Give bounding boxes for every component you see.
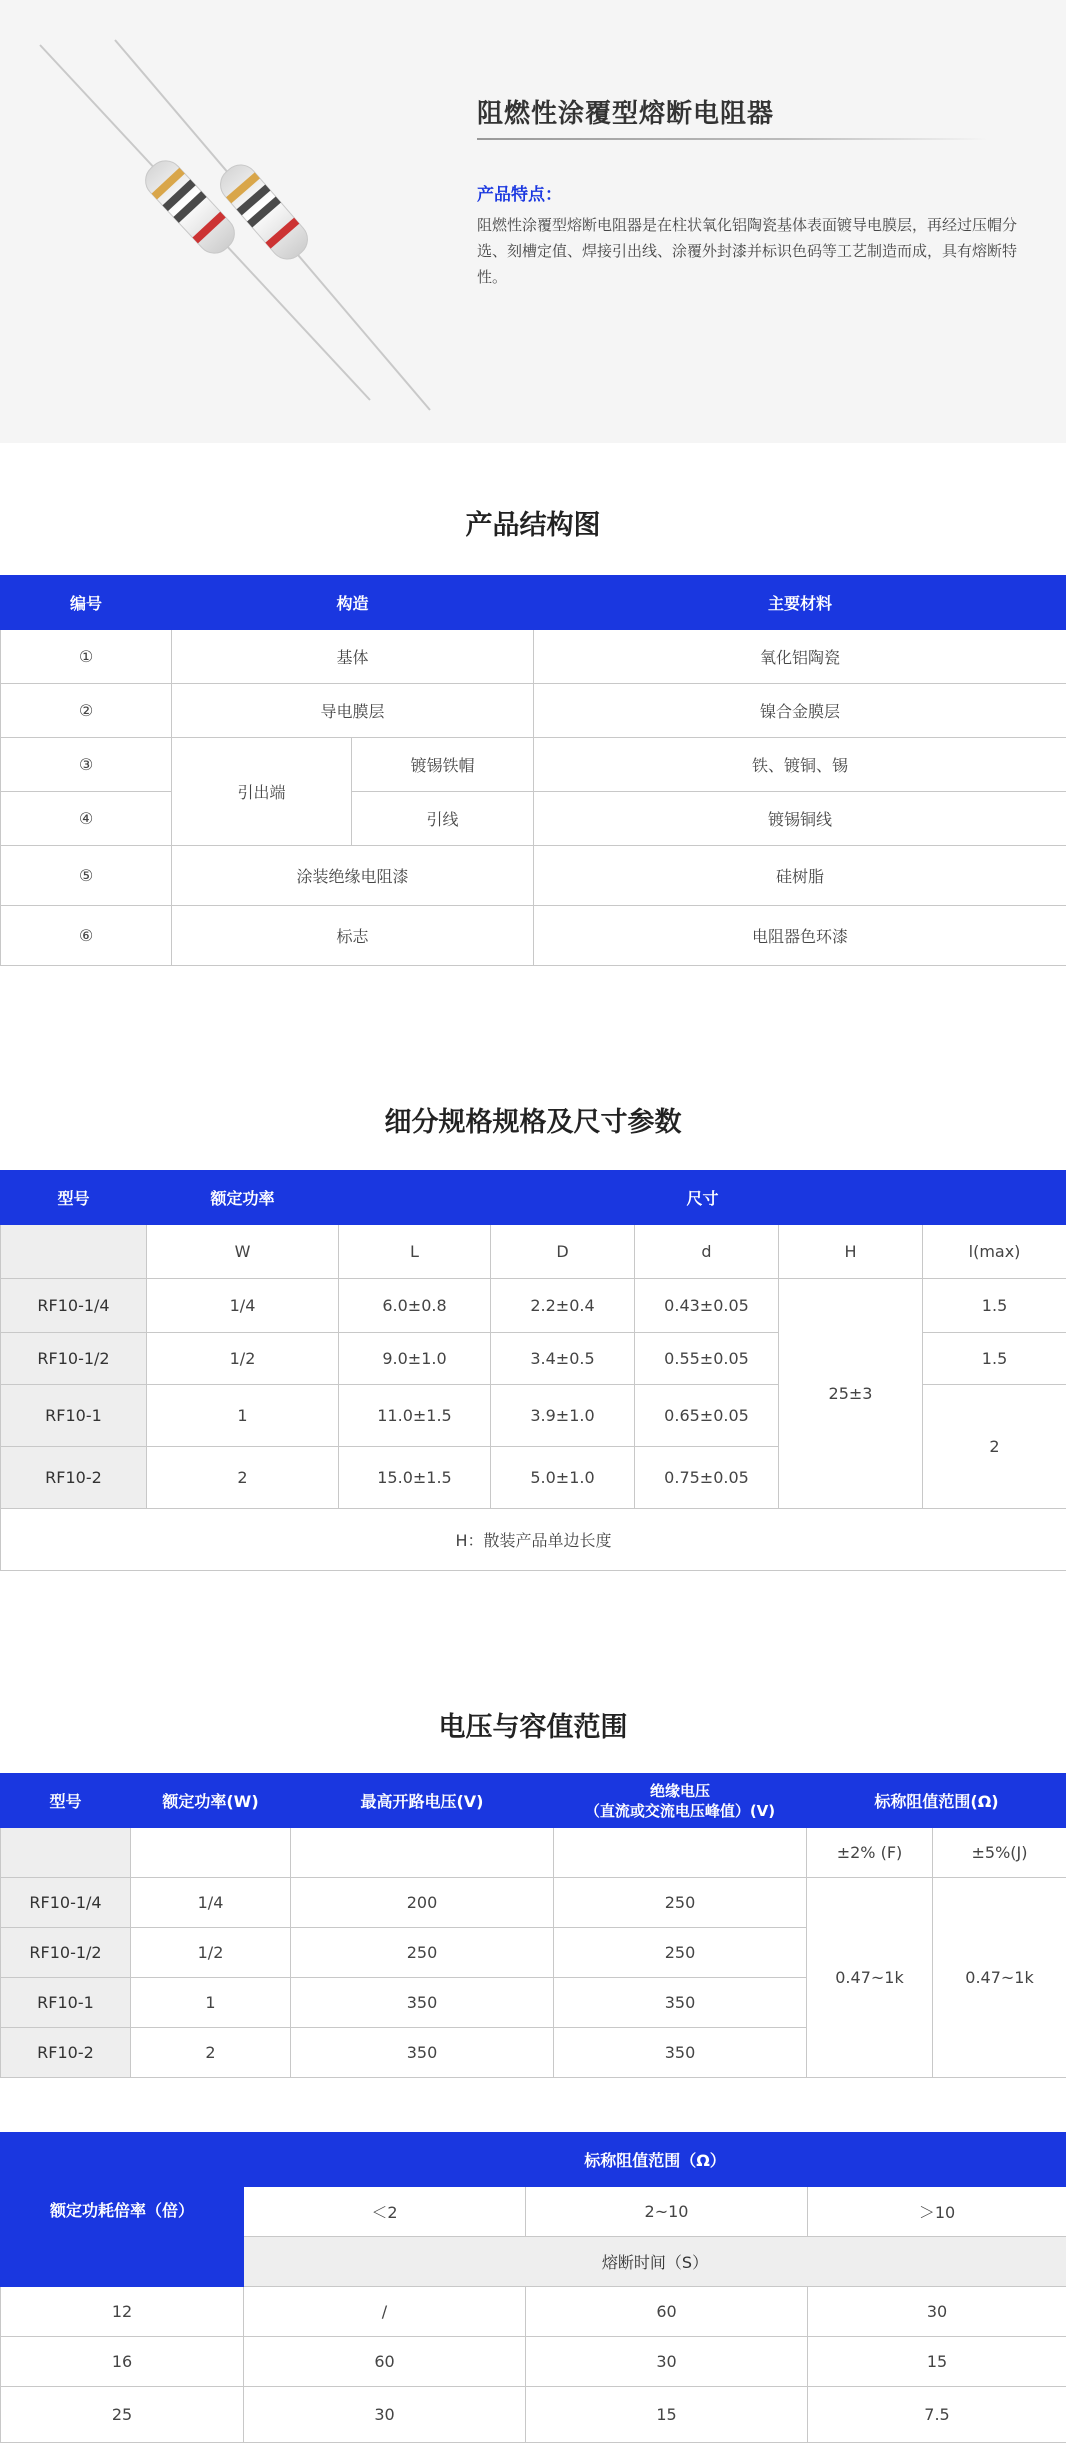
row-subpart: 镀锡铁帽 <box>352 738 534 792</box>
lmax-cell: 1.5 <box>923 1333 1066 1385</box>
subheader-tolerance-j: ±5%(J) <box>933 1828 1066 1878</box>
row-part: 基体 <box>172 630 534 684</box>
subheader-W: W <box>147 1225 339 1279</box>
insulation-voltage-line1: 绝缘电压 <box>649 1781 710 1800</box>
row-number: ⑤ <box>1 846 172 906</box>
lmax-cell: 2 <box>923 1385 1066 1509</box>
row-group: 引出端 <box>172 738 352 846</box>
product-title: 阻燃性涂覆型熔断电阻器 <box>477 99 775 129</box>
table-row <box>1 792 1066 846</box>
row-material: 铁、镀铜、锡 <box>534 738 1066 792</box>
D-cell: 2.2±0.4 <box>491 1279 635 1333</box>
row-number: ② <box>1 684 172 738</box>
fuse-time-table <box>0 2132 1066 2443</box>
col-header-max-voltage: 最高开路电压(V) <box>291 1774 554 1828</box>
table-row <box>1 1279 1066 1333</box>
insulation-voltage-cell: 350 <box>554 2028 807 2078</box>
max-voltage-cell: 350 <box>291 2028 554 2078</box>
col-header-structure: 构造 <box>172 576 534 630</box>
title-divider <box>477 138 987 140</box>
feature-label: 产品特点： <box>477 185 562 205</box>
resistor-product-image <box>0 0 470 443</box>
row-subpart: 引线 <box>352 792 534 846</box>
insulation-voltage-cell: 350 <box>554 1978 807 2028</box>
insulation-voltage-cell: 250 <box>554 1878 807 1928</box>
col-header-material: 主要材料 <box>534 576 1066 630</box>
table-note: H：散装产品单边长度 <box>1 1509 1066 1571</box>
time-cell: 30 <box>244 2387 526 2443</box>
table-row <box>1 1878 1066 1928</box>
row-number: ① <box>1 630 172 684</box>
D-cell: 3.9±1.0 <box>491 1385 635 1447</box>
row-material: 镍合金膜层 <box>534 684 1066 738</box>
subheader-D: D <box>491 1225 635 1279</box>
col-header-number: 编号 <box>1 576 172 630</box>
row-part: 导电膜层 <box>172 684 534 738</box>
col-header-insulation-voltage <box>554 1774 807 1828</box>
col-header-resistance-range: 标称阻值范围（Ω） <box>244 2133 1066 2187</box>
ratio-cell: 16 <box>1 2337 244 2387</box>
col-header-model: 型号 <box>1 1774 131 1828</box>
subheader-d: d <box>635 1225 779 1279</box>
col-header-power: 额定功率(W) <box>131 1774 291 1828</box>
spec-title: 细分规格规格及尺寸参数 <box>384 1107 682 1138</box>
ratio-cell: 12 <box>1 2287 244 2337</box>
time-cell: 60 <box>244 2337 526 2387</box>
table-row <box>1 2387 1066 2443</box>
range-lt2: ＜2 <box>244 2187 526 2237</box>
lmax-cell: 1.5 <box>923 1279 1066 1333</box>
subheader-H: H <box>779 1225 923 1279</box>
insulation-voltage-line2: （直流或交流电压峰值）(V) <box>584 1801 776 1820</box>
L-cell: 15.0±1.5 <box>339 1447 491 1509</box>
row-part: 标志 <box>172 906 534 966</box>
range-gt10: ＞10 <box>808 2187 1066 2237</box>
time-cell: 30 <box>808 2287 1066 2337</box>
subheader-L: L <box>339 1225 491 1279</box>
ratio-cell: 25 <box>1 2387 244 2443</box>
row-number: ⑥ <box>1 906 172 966</box>
power-cell: 2 <box>131 2028 291 2078</box>
D-cell: 3.4±0.5 <box>491 1333 635 1385</box>
row-number: ③ <box>1 738 172 792</box>
H-cell: 25±3 <box>779 1279 923 1509</box>
L-cell: 6.0±0.8 <box>339 1279 491 1333</box>
power-cell: 1/4 <box>131 1878 291 1928</box>
subheader-tolerance-f: ±2% (F) <box>807 1828 933 1878</box>
table-row <box>1 630 1066 684</box>
power-cell: 1/2 <box>147 1333 339 1385</box>
empty-cell <box>291 1828 554 1878</box>
model-cell: RF10-1/2 <box>1 1333 147 1385</box>
empty-cell <box>1 1225 147 1279</box>
feature-text: 阻燃性涂覆型熔断电阻器是在柱状氧化铝陶瓷基体表面镀导电膜层，再经过压帽分选、刻槽定值、焊接引出线、涂覆外封漆并标识色码等工艺制造而成，具有熔断特性。 <box>477 216 1018 286</box>
range-f-cell: 0.47~1k <box>807 1878 933 2078</box>
table-row <box>1 2337 1066 2387</box>
table-row <box>1 684 1066 738</box>
row-material: 硅树脂 <box>534 846 1066 906</box>
voltage-title: 电压与容值范围 <box>438 1712 628 1743</box>
empty-cell <box>554 1828 807 1878</box>
row-material: 氧化铝陶瓷 <box>534 630 1066 684</box>
model-cell: RF10-1 <box>1 1978 131 2028</box>
max-voltage-cell: 200 <box>291 1878 554 1928</box>
time-cell: 15 <box>526 2387 808 2443</box>
table-row <box>1 738 1066 792</box>
model-cell: RF10-1/2 <box>1 1928 131 1978</box>
L-cell: 9.0±1.0 <box>339 1333 491 1385</box>
max-voltage-cell: 350 <box>291 1978 554 2028</box>
row-material: 镀锡铜线 <box>534 792 1066 846</box>
product-hero <box>0 0 1066 443</box>
col-header-resistance-range: 标称阻值范围(Ω) <box>807 1774 1066 1828</box>
model-cell: RF10-2 <box>1 1447 147 1509</box>
d-cell: 0.55±0.05 <box>635 1333 779 1385</box>
power-cell: 1 <box>131 1978 291 2028</box>
time-cell: 7.5 <box>808 2387 1066 2443</box>
L-cell: 11.0±1.5 <box>339 1385 491 1447</box>
row-number: ④ <box>1 792 172 846</box>
D-cell: 5.0±1.0 <box>491 1447 635 1509</box>
model-cell: RF10-2 <box>1 2028 131 2078</box>
power-cell: 2 <box>147 1447 339 1509</box>
d-cell: 0.65±0.05 <box>635 1385 779 1447</box>
structure-title: 产品结构图 <box>465 510 601 541</box>
empty-cell <box>1 1828 131 1878</box>
model-cell: RF10-1 <box>1 1385 147 1447</box>
power-cell: 1 <box>147 1385 339 1447</box>
d-cell: 0.43±0.05 <box>635 1279 779 1333</box>
time-cell: 15 <box>808 2337 1066 2387</box>
structure-table <box>0 575 1066 966</box>
time-cell: 60 <box>526 2287 808 2337</box>
time-cell: 30 <box>526 2337 808 2387</box>
col-header-size: 尺寸 <box>339 1171 1066 1225</box>
power-cell: 1/4 <box>147 1279 339 1333</box>
model-cell: RF10-1/4 <box>1 1878 131 1928</box>
range-2to10: 2~10 <box>526 2187 808 2237</box>
table-row <box>1 846 1066 906</box>
row-material: 电阻器色环漆 <box>534 906 1066 966</box>
voltage-table <box>0 1773 1066 2078</box>
subheader-lmax: l(max) <box>923 1225 1066 1279</box>
col-header-power-ratio: 额定功耗倍率（倍） <box>1 2133 244 2287</box>
col-header-model: 型号 <box>1 1171 147 1225</box>
d-cell: 0.75±0.05 <box>635 1447 779 1509</box>
range-j-cell: 0.47~1k <box>933 1878 1066 2078</box>
table-row <box>1 2287 1066 2337</box>
max-voltage-cell: 250 <box>291 1928 554 1978</box>
empty-cell <box>131 1828 291 1878</box>
time-cell: / <box>244 2287 526 2337</box>
row-part: 涂装绝缘电阻漆 <box>172 846 534 906</box>
insulation-voltage-cell: 250 <box>554 1928 807 1978</box>
table-row <box>1 906 1066 966</box>
model-cell: RF10-1/4 <box>1 1279 147 1333</box>
spec-table <box>0 1170 1066 1571</box>
fuse-time-header: 熔断时间（S） <box>244 2237 1066 2287</box>
power-cell: 1/2 <box>131 1928 291 1978</box>
col-header-power: 额定功率 <box>147 1171 339 1225</box>
